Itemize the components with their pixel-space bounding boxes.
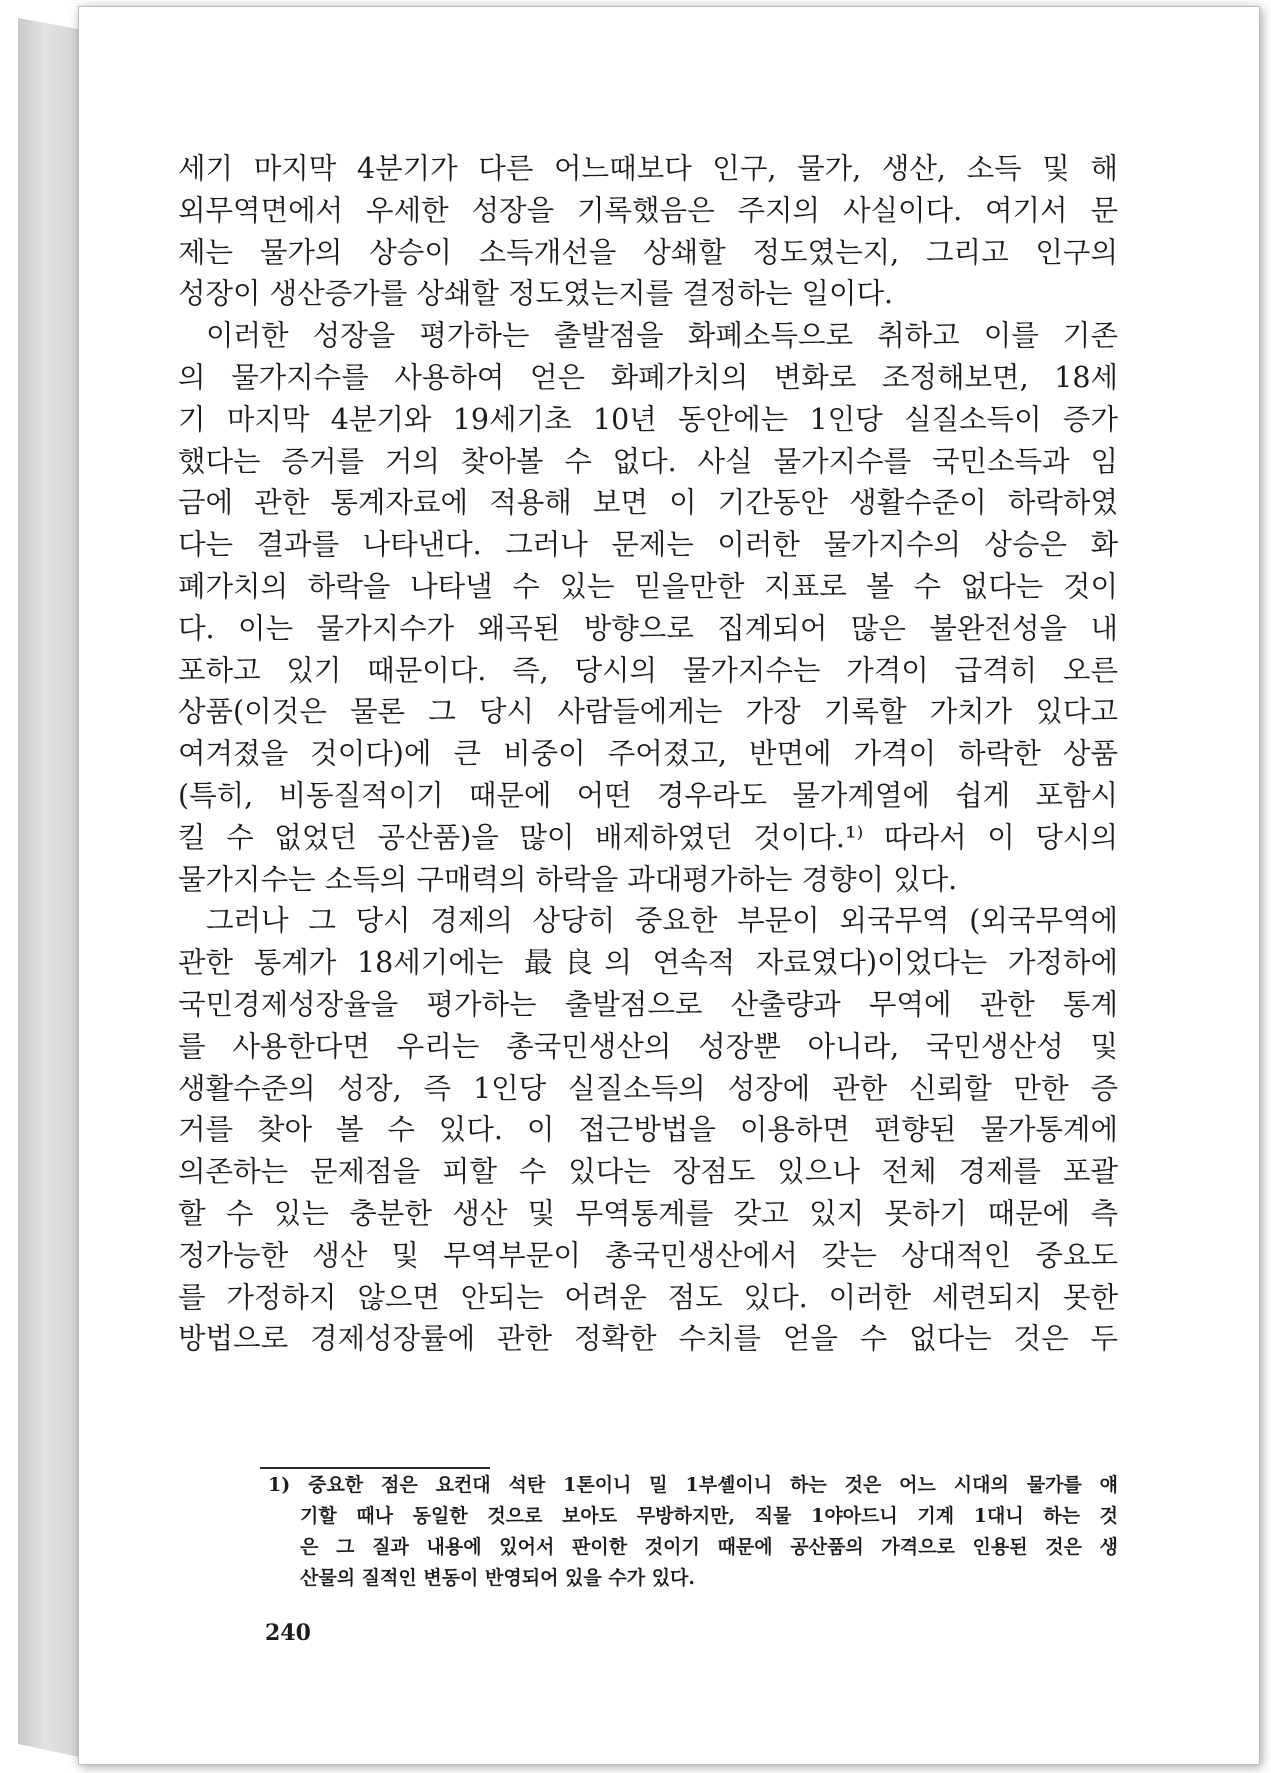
text-line: 생활수준의 성장, 즉 1인당 실질소득의 성장에 관한 신뢰할 만한 증: [178, 1071, 1118, 1105]
text-line: (특히, 비동질적이기 때문에 어떤 경우라도 물가계열에 쉽게 포함시: [178, 778, 1118, 812]
text-line: 기 마지막 4분기와 19세기초 10년 동안에는 1인당 실질소득이 증가: [178, 402, 1118, 436]
text-line: 이러한 성장을 평가하는 출발점을 화폐소득으로 취하고 이를 기존: [206, 319, 1118, 353]
text-line: 를 사용한다면 우리는 총국민생산의 성장뿐 아니라, 국민생산성 및: [178, 1029, 1118, 1063]
text-line: 폐가치의 하락을 나타낼 수 있는 믿을만한 지표로 볼 수 없다는 것이: [178, 569, 1118, 603]
text-line: 상품(이것은 물론 그 당시 사람들에게는 가장 기록할 가치가 있다고: [178, 695, 1118, 729]
text-line: 물가지수는 소득의 구매력의 하락을 과대평가하는 경향이 있다.: [178, 862, 958, 896]
text-line: 했다는 증거를 거의 찾아볼 수 없다. 사실 물가지수를 국민소득과 임: [178, 444, 1118, 478]
body-text: [178, 148, 1118, 1360]
text-line: 그러나 그 당시 경제의 상당히 중요한 부문이 외국무역 (외국무역에: [206, 904, 1118, 938]
text-line: 의 물가지수를 사용하여 얻은 화폐가치의 변화로 조정해보면, 18세: [178, 360, 1118, 394]
text-line: 할 수 있는 충분한 생산 및 무역통계를 갖고 있지 못하기 때문에 측: [178, 1196, 1118, 1230]
text-line: 를 가정하지 않으면 안되는 어려운 점도 있다. 이러한 세련되지 못한: [178, 1280, 1118, 1314]
footnotes: [268, 1470, 1118, 1594]
text-line: 방법으로 경제성장률에 관한 정확한 수치를 얻을 수 없다는 것은 두: [178, 1322, 1118, 1356]
text-line: 국민경제성장율을 평가하는 출발점으로 산출량과 무역에 관한 통계: [178, 987, 1118, 1021]
footnote-line: 은 그 질과 내용에 있어서 판이한 것이기 때문에 공산품의 가격으로 인용된 것은 생: [300, 1536, 1118, 1558]
footnote-line: 기할 때나 동일한 것으로 보아도 무방하지만, 직물 1야아드니 기계 1대니 하는 것: [300, 1505, 1118, 1527]
page-number: 240: [265, 1620, 311, 1646]
text-line: 정가능한 생산 및 무역부문이 총국민생산에서 갖는 상대적인 중요도: [178, 1238, 1118, 1272]
book-spine: [18, 18, 84, 1758]
footnote-divider: [260, 1467, 490, 1469]
text-line: 성장이 생산증가를 상쇄할 정도였는지를 결정하는 일이다.: [178, 277, 894, 311]
text-line: 여겨졌을 것이다)에 큰 비중이 주어졌고, 반면에 가격이 하락한 상품: [178, 737, 1118, 771]
text-line: 관한 통계가 18세기에는 最良의 연속적 자료였다)이었다는 가정하에: [178, 946, 1118, 980]
text-line: 포하고 있기 때문이다. 즉, 당시의 물가지수는 가격이 급격히 오른: [178, 653, 1118, 687]
text-line: 킬 수 없었던 공산품)을 많이 배제하였던 것이다.¹⁾ 따라서 이 당시의: [178, 820, 1118, 854]
text-line: 제는 물가의 상승이 소득개선을 상쇄할 정도였는지, 그리고 인구의: [178, 235, 1118, 269]
text-line: 의존하는 문제점을 피할 수 있다는 장점도 있으나 전체 경제를 포괄: [178, 1155, 1118, 1189]
text-line: 외무역면에서 우세한 성장을 기록했음은 주지의 사실이다. 여기서 문: [178, 193, 1118, 227]
text-line: 다는 결과를 나타낸다. 그러나 문제는 이러한 물가지수의 상승은 화: [178, 528, 1118, 562]
footnote-line: 1) 중요한 점은 요컨대 석탄 1톤이니 밀 1부셸이니 하는 것은 어느 시대의 물가를 얘: [268, 1474, 1118, 1496]
footnote-line: 산물의 질적인 변동이 반영되어 있을 수가 있다.: [300, 1567, 696, 1589]
text-line: 다. 이는 물가지수가 왜곡된 방향으로 집계되어 많은 불완전성을 내: [178, 611, 1118, 645]
text-line: 세기 마지막 4분기가 다른 어느때보다 인구, 물가, 생산, 소득 및 해: [178, 152, 1118, 185]
text-line: 금에 관한 통계자료에 적용해 보면 이 기간동안 생활수준이 하락하였: [178, 486, 1118, 520]
text-line: 거를 찾아 볼 수 있다. 이 접근방법을 이용하면 편향된 물가통계에: [178, 1113, 1118, 1147]
